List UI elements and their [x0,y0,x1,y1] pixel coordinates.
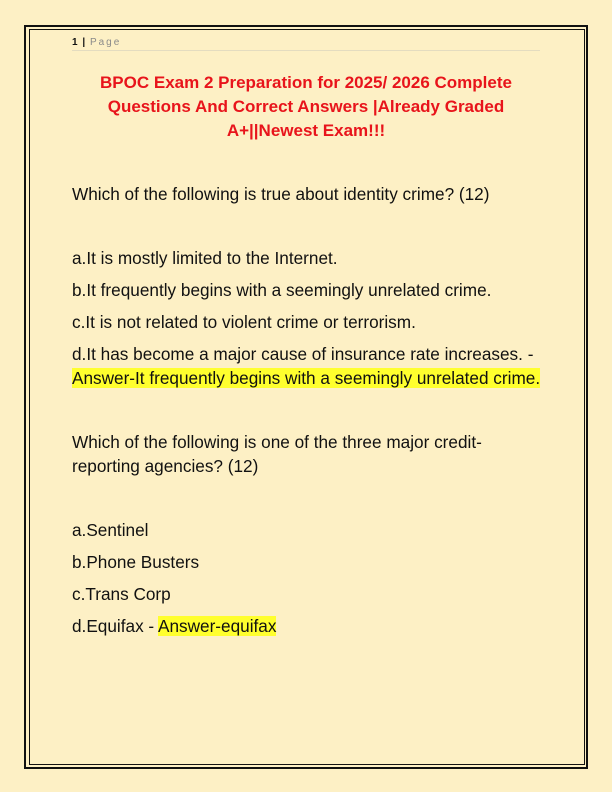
page-number: 1 [72,37,78,48]
question-1-option-a: a.It is mostly limited to the Internet. [72,248,338,268]
question-1: Which of the following is true about identity crime? (12) [72,184,490,204]
document-body [72,182,542,646]
question-1-option-b: b.It frequently begins with a seemingly unrelated crime. [72,280,492,300]
question-2-option-a: a.Sentinel [72,520,149,540]
page-label: Page [89,37,122,48]
question-2-option-d-text: d.Equifax - [72,616,158,636]
question-2: Which of the following is one of the three major credit-reporting agencies? (12) [72,432,482,476]
question-2-answer: Answer-equifax [158,616,277,636]
page-header [72,36,540,51]
question-2-option-d [72,614,542,638]
document-title: BPOC Exam 2 Preparation for 2025/ 2026 Complete Questions And Correct Answers |Already Graded A+||Newest Exam!!! [100,73,512,140]
question-1-answer: Answer-It frequently begins with a seemingly unrelated crime. [72,368,541,388]
question-1-option-c: c.It is not related to violent crime or terrorism. [72,312,416,332]
question-2-option-b: b.Phone Busters [72,552,200,572]
page-separator: | [82,37,86,48]
question-2-option-c: c.Trans Corp [72,584,171,604]
question-1-option-d-text: d.It has become a major cause of insurance rate increases. - [72,344,534,364]
question-1-option-d [72,342,542,390]
